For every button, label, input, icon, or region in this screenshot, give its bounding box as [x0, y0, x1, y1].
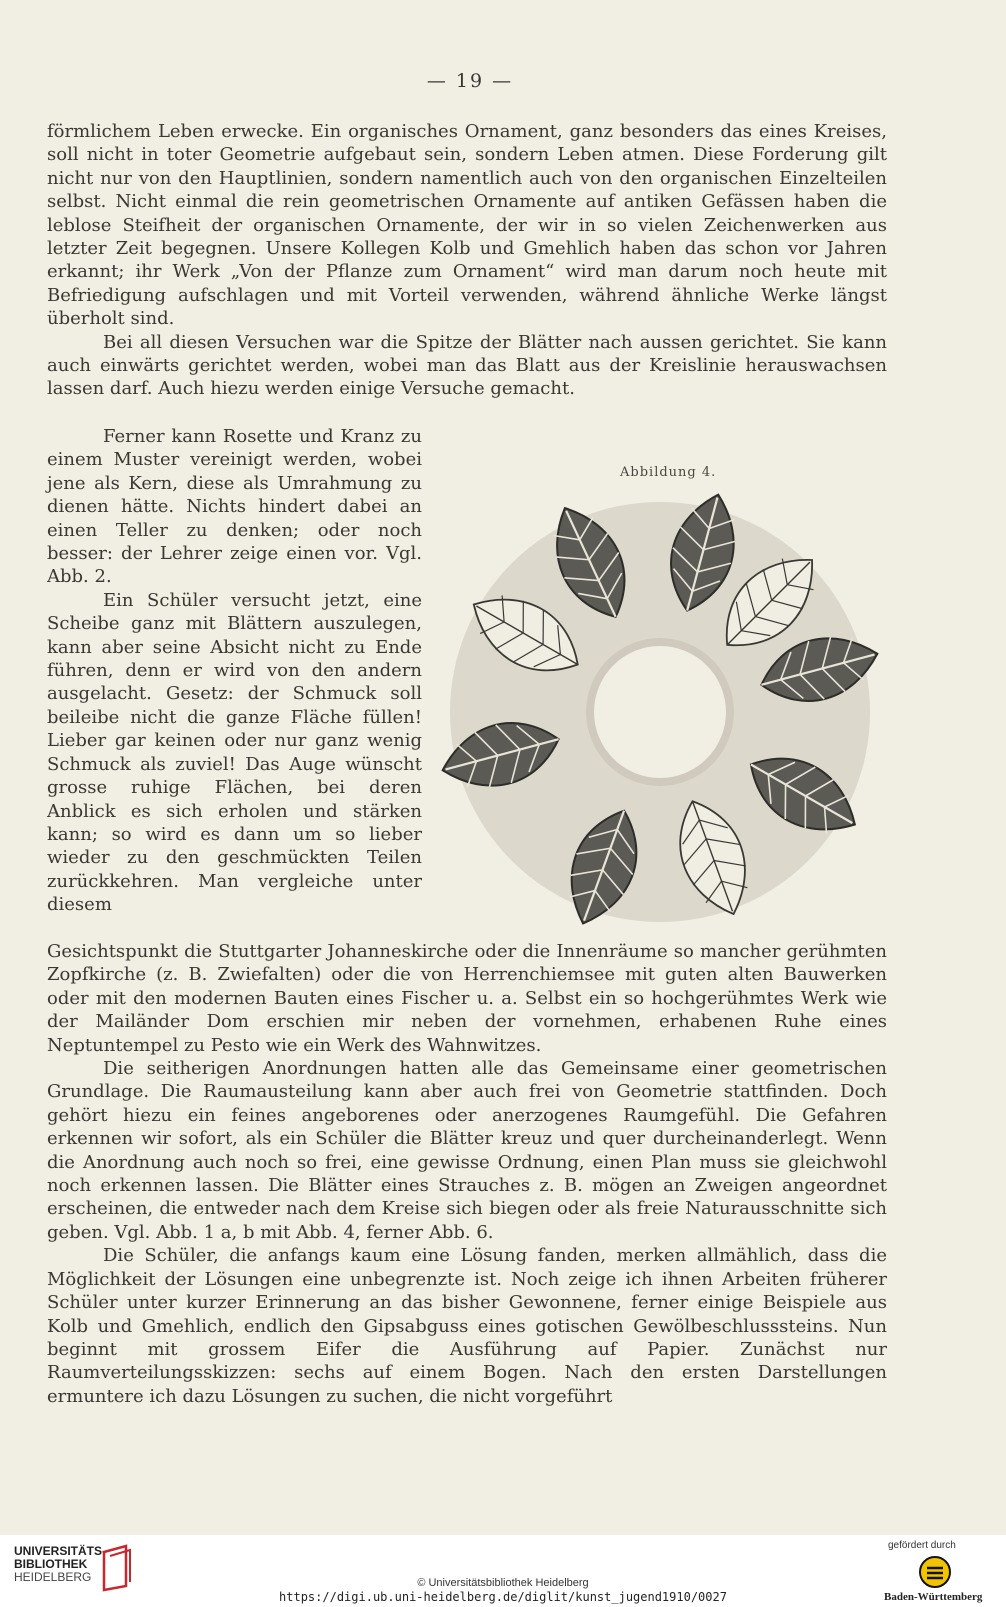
state-crest-icon [918, 1555, 952, 1589]
page-number: — 19 — [426, 70, 514, 92]
paragraph: Ferner kann Rosette und Kranz zu einem Muster vereinigt werden, wobei jene als Kern, diese als Umrahmung zu dienen hätte. Nichts hindert dabei an einen Teller zu denken; oder noch besser: der Lehrer zeige einen vor. Vgl. Abb. 2. [47, 426, 422, 588]
paragraph: Ein Schüler versucht jetzt, eine Scheibe ganz mit Blättern auszulegen, kann aber seine Absicht nicht zu Ende führen, denn er wird von den andern ausgelacht. Gesetz: der Schmuck soll beileibe nicht die ganze Fläche füllen! Lieber gar keinen oder nur ganz wenig Schmuck als zuviel! Das Auge wünscht grosse ruhige Flächen, bei deren Anblick es sich erholen und stärken kann; so wird es dann um so lieber wieder zu den geschmückten Teilen zurückkehren. Man vergleiche unter diesem [47, 589, 422, 916]
library-line: HEIDELBERG [14, 1570, 92, 1584]
paragraph: Bei all diesen Versuchen war die Spitze der Blätter nach aussen gerichtet. Sie kann auch einwärts gerichtet werden, wobei man das Blatt aus der Kreislinie herauswachsen lassen darf. Auch hiezu werden einige Versuche gemacht. [47, 331, 887, 400]
library-line: UNIVERSITÄTS- [14, 1544, 107, 1558]
paragraph: Die seitherigen Anordnungen hatten alle das Gemeinsame einer geometrischen Grundlage. Die Raumausteilung kann aber auch frei von Geometrie stattfinden. Doch gehört hiezu ein feines angeborenes oder anerzogenes Raumgefühl. Die Gefahren erkennen wir sofort, als ein Schüler die Blätter kreuz und quer durcheinanderlegt. Wenn die Anordnung auch noch so frei, eine gewisse Ordnung, einen Plan muss sie gleichwohl noch erkennen lassen. Die Blätter eines Strauches z. B. mögen an Zweigen angeordnet erscheinen, die entweder nach dem Kreise sich biegen oder als freie Naturausschnitte sich geben. Vgl. Abb. 1 a, b mit Abb. 4, ferner Abb. 6. [47, 1058, 887, 1243]
paragraph: Die Schüler, die anfangs kaum eine Lösung fanden, merken allmählich, dass die Möglichkeit der Lösungen eine unbegrenzte ist. Noch zeige ich ihnen Arbeiten früherer Schüler unter kurzer Erinnerung an das bisher Gewonnene, ferner einige Beispiele aus Kolb und Gmehlich, endlich den Gipsabguss eines gotischen Gewölbeschlusssteins. Nun beginnt mit grossem Eifer die Ausführung auf Papier. Zunächst nur Raumverteilungsskizzen: sechs auf einem Bogen. Nach den ersten Darstellungen ermuntere ich dazu Lösungen zu suchen, die nicht vorgeführt [47, 1245, 887, 1407]
copyright-text: © Universitätsbibliothek Heidelberg [417, 1577, 589, 1589]
text-block-top [47, 120, 887, 401]
library-line: BIBLIOTHEK [14, 1557, 88, 1571]
paragraph: Gesichtspunkt die Stuttgarter Johanneskirche oder die Innenräume so mancher gerühmten Zopfkirche (z. B. Zwiefalten) oder die von Herrenchiemsee mit guten alten Bauwerken oder mit den modernen Bauten eines Fischer u. a. Selbst ein so hochgerühmtes Werk wie der Mailänder Dom erschien mir neben der vornehmen, erhabenen Ruhe eines Neptuntempel zu Pesto wie ein Werk des Wahnwitzes. [47, 941, 887, 1056]
leaf-wreath-illustration [432, 462, 890, 942]
sponsor-name: Baden-Württemberg [884, 1591, 983, 1603]
source-url[interactable]: https://digi.ub.uni-heidelberg.de/diglit/kunst_jugend1910/0027 [279, 1590, 727, 1604]
paragraph: förmlichem Leben erwecke. Ein organisches Ornament, ganz besonders das eines Kreises, soll nicht in toter Geometrie aufgebaut sein, sondern Leben atmen. Diese Forderung gilt nicht nur von den Hauptlinien, sondern namentlich auch von den organischen Einzelteilen selbst. Nicht einmal die rein geometrischen Ornamente auf antiken Gefässen haben die leblose Steifheit der organischen Ornamente, der wir in so vielen Zeichenwerken aus letzter Zeit begegnen. Unsere Kollegen Kolb und Gmehlich haben das schon vor Jahren erkannt; ihr Werk „Von der Pflanze zum Ornament“ wird man darum noch heute mit Befriedigung aufschlagen und mit Vorteil verwenden, während ähnliche Werke längst überholt sind. [47, 121, 887, 330]
text-block-side [47, 425, 422, 917]
figure-caption: Abbildung 4. [620, 465, 717, 480]
text-block-bottom [47, 940, 887, 1408]
sponsor-label: gefördert durch [888, 1540, 956, 1551]
inner-ring [590, 642, 730, 782]
